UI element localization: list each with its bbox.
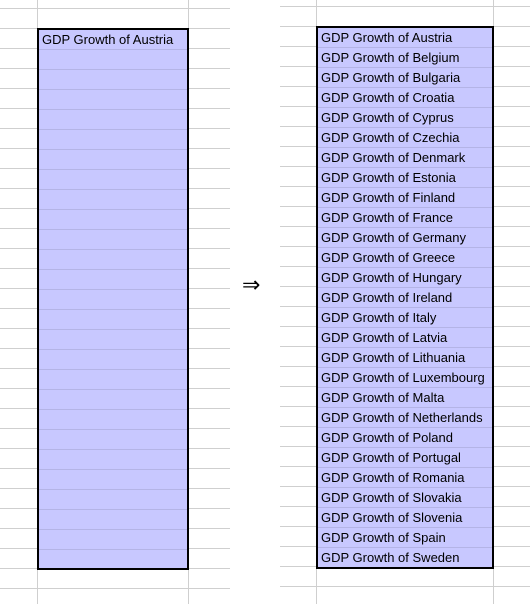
cell[interactable]: GDP Growth of Slovenia [318, 508, 492, 528]
cell[interactable] [39, 410, 187, 430]
source-selection-range[interactable] [37, 28, 189, 570]
cell[interactable] [39, 230, 187, 250]
gridline-row [0, 8, 230, 9]
source-sheet [0, 0, 230, 604]
cell[interactable] [39, 130, 187, 150]
cell[interactable]: GDP Growth of Poland [318, 428, 492, 448]
cell[interactable]: GDP Growth of Netherlands [318, 408, 492, 428]
cell[interactable]: GDP Growth of Bulgaria [318, 68, 492, 88]
cell[interactable] [39, 150, 187, 170]
cell[interactable] [39, 270, 187, 290]
cell[interactable] [39, 450, 187, 470]
cell[interactable] [39, 330, 187, 350]
cell[interactable]: GDP Growth of France [318, 208, 492, 228]
cell[interactable] [39, 370, 187, 390]
cell[interactable]: GDP Growth of Belgium [318, 48, 492, 68]
cell[interactable]: GDP Growth of Estonia [318, 168, 492, 188]
cell[interactable]: GDP Growth of Ireland [318, 288, 492, 308]
cell[interactable]: GDP Growth of Austria [318, 28, 492, 48]
result-filled-range[interactable] [316, 26, 494, 569]
cell[interactable] [39, 510, 187, 530]
cell[interactable]: GDP Growth of Greece [318, 248, 492, 268]
transform-arrow-icon: ⇒ [242, 273, 261, 298]
cell[interactable]: GDP Growth of Malta [318, 388, 492, 408]
cell[interactable]: GDP Growth of Finland [318, 188, 492, 208]
cell[interactable]: GDP Growth of Latvia [318, 328, 492, 348]
cell[interactable] [39, 390, 187, 410]
cell[interactable] [39, 470, 187, 490]
cell[interactable]: GDP Growth of Cyprus [318, 108, 492, 128]
cell[interactable] [39, 170, 187, 190]
cell[interactable]: GDP Growth of Italy [318, 308, 492, 328]
cell[interactable]: GDP Growth of Germany [318, 228, 492, 248]
cell[interactable]: GDP Growth of Lithuania [318, 348, 492, 368]
cell[interactable]: GDP Growth of Croatia [318, 88, 492, 108]
cell[interactable]: GDP Growth of Spain [318, 528, 492, 548]
cell[interactable]: GDP Growth of Slovakia [318, 488, 492, 508]
cell[interactable] [39, 530, 187, 550]
cell[interactable] [39, 90, 187, 110]
result-sheet [280, 0, 530, 604]
cell[interactable] [39, 350, 187, 370]
cell[interactable]: GDP Growth of Hungary [318, 268, 492, 288]
cell[interactable] [39, 490, 187, 510]
cell[interactable]: GDP Growth of Czechia [318, 128, 492, 148]
cell[interactable]: GDP Growth of Austria [39, 30, 187, 50]
cell[interactable] [39, 250, 187, 270]
cell[interactable] [39, 110, 187, 130]
cell[interactable] [39, 190, 187, 210]
cell[interactable] [39, 550, 187, 570]
cell[interactable]: GDP Growth of Portugal [318, 448, 492, 468]
cell[interactable] [39, 310, 187, 330]
cell[interactable]: GDP Growth of Luxembourg [318, 368, 492, 388]
cell[interactable]: GDP Growth of Denmark [318, 148, 492, 168]
cell[interactable] [39, 430, 187, 450]
cell[interactable]: GDP Growth of Romania [318, 468, 492, 488]
cell[interactable] [39, 50, 187, 70]
cell[interactable]: GDP Growth of Sweden [321, 550, 460, 565]
cell[interactable] [39, 290, 187, 310]
gridline-row [0, 588, 230, 589]
cell[interactable] [39, 210, 187, 230]
cell[interactable] [39, 70, 187, 90]
